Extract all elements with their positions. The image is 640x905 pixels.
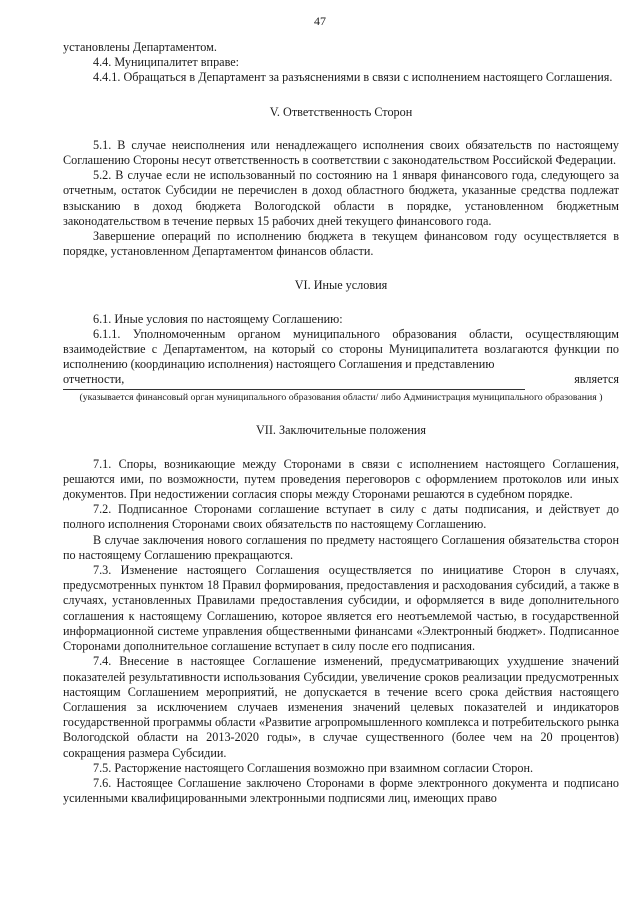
clause-7-4: 7.4. Внесение в настоящее Соглашение изменений, предусматривающих ухудшение значений показателей результативности использования Субсидии, увеличение сроков реализации предусмотренных настоящим Соглашением мероприятий, не допускается в течение всего срока действия настоящего Соглашения за исключением случаев изменения значений целевых показателей и индикаторов государственной программы области «Развитие агропромышленного комплекса и потребительского рынка Вологодской области на 2013-2020 годы», в случае существенного (более чем на 20 процентов) сокращения размера Субсидии.	[63, 654, 619, 760]
clause-7-2-new-agreement: В случае заключения нового соглашения по предмету настоящего Соглашения обязательства сторон по настоящему Соглашению прекращаются.	[63, 532, 619, 562]
clause-6-1: 6.1. Иные условия по настоящему Соглашению:	[93, 311, 343, 326]
document-body	[63, 40, 619, 806]
clause-5-2-budget: Завершение операций по исполнению бюджета в текущем финансовом году осуществляется в порядке, установленном Департаментом финансов области.	[63, 229, 619, 259]
clause-7-1: 7.1. Споры, возникающие между Сторонами в связи с исполнением настоящего Соглашения, решаются ими, по возможности, путем проведения переговоров с оформлением протоколов или иных документов. При недостижении согласия споры между Сторонами решаются в судебном порядке.	[63, 456, 619, 502]
clause-7-3: 7.3. Изменение настоящего Соглашения осуществляется по инициативе Сторон в случаях, предусмотренных пунктом 18 Правил формирования, предоставления и расходования субсидий, а также в случаях, установленных Правилами предоставления субсидии, и оформляется в виде дополнительного соглашения к настоящему Соглашению, которое является его неотъемлемой частью, в государственной информационной системе управления общественными финансами «Электронный бюджет». Подписанное Сторонами дополнительное соглашение вступает в силу после его подписания.	[63, 563, 619, 654]
fill-in-tail-text: является	[574, 372, 619, 387]
clause-7-5: 7.5. Расторжение настоящего Соглашения возможно при взаимном согласии Сторон.	[93, 760, 534, 775]
clause-5-1: 5.1. В случае неисполнения или ненадлежащего исполнения своих обязательств по настоящему Соглашению Стороны несут ответственность в соответствии с законодательством Российской Федерации.	[63, 137, 619, 168]
clause-4-4-1: 4.4.1. Обращаться в Департамент за разъяснениями в связи с исполнением настоящего Соглашения.	[93, 70, 613, 85]
clause-6-1-1: 6.1.1. Уполномоченным органом муниципального образования области, осуществляющим взаимодействие с Департаментом, на который со стороны Муниципалитета возлагаются функции по исполнению (координацию исполнения) настоящего Соглашения и представлению	[63, 326, 619, 372]
fill-in-hint: (указывается финансовый орган муниципального образования области/ либо Администрация муниципального образования )	[79, 392, 603, 404]
page-number: 47	[314, 14, 326, 28]
section-heading-7: VII. Заключительные положения	[255, 423, 426, 438]
fill-in-line	[63, 372, 619, 387]
fill-in-underline	[63, 389, 525, 390]
section-heading-5: V. Ответственность Сторон	[269, 104, 413, 119]
section-heading-6: VI. Иные условия	[294, 278, 388, 293]
clause-5-2: 5.2. В случае если не использованный по состоянию на 1 января финансового года, следующего за отчетным, остаток Субсидии не перечислен в доход областного бюджета, указанные средства подлежат взысканию в доход бюджета Вологодской области в порядке, установленном бюджетным законодательством в течение первых 15 рабочих дней текущего финансового года.	[63, 168, 619, 228]
paragraph-departament-continuation: установлены Департаментом.	[63, 40, 217, 54]
fill-in-lead-text: отчетности,	[63, 372, 125, 387]
clause-7-6: 7.6. Настоящее Соглашение заключено Сторонами в форме электронного документа и подписано усиленными квалифицированными электронными подписями лиц, имеющих право	[63, 775, 619, 806]
clause-4-4: 4.4. Муниципалитет вправе:	[93, 55, 240, 70]
clause-7-2: 7.2. Подписанное Сторонами соглашение вступает в силу с даты подписания, и действует до полного исполнения Сторонами своих обязательств по настоящему Соглашению.	[63, 502, 619, 532]
